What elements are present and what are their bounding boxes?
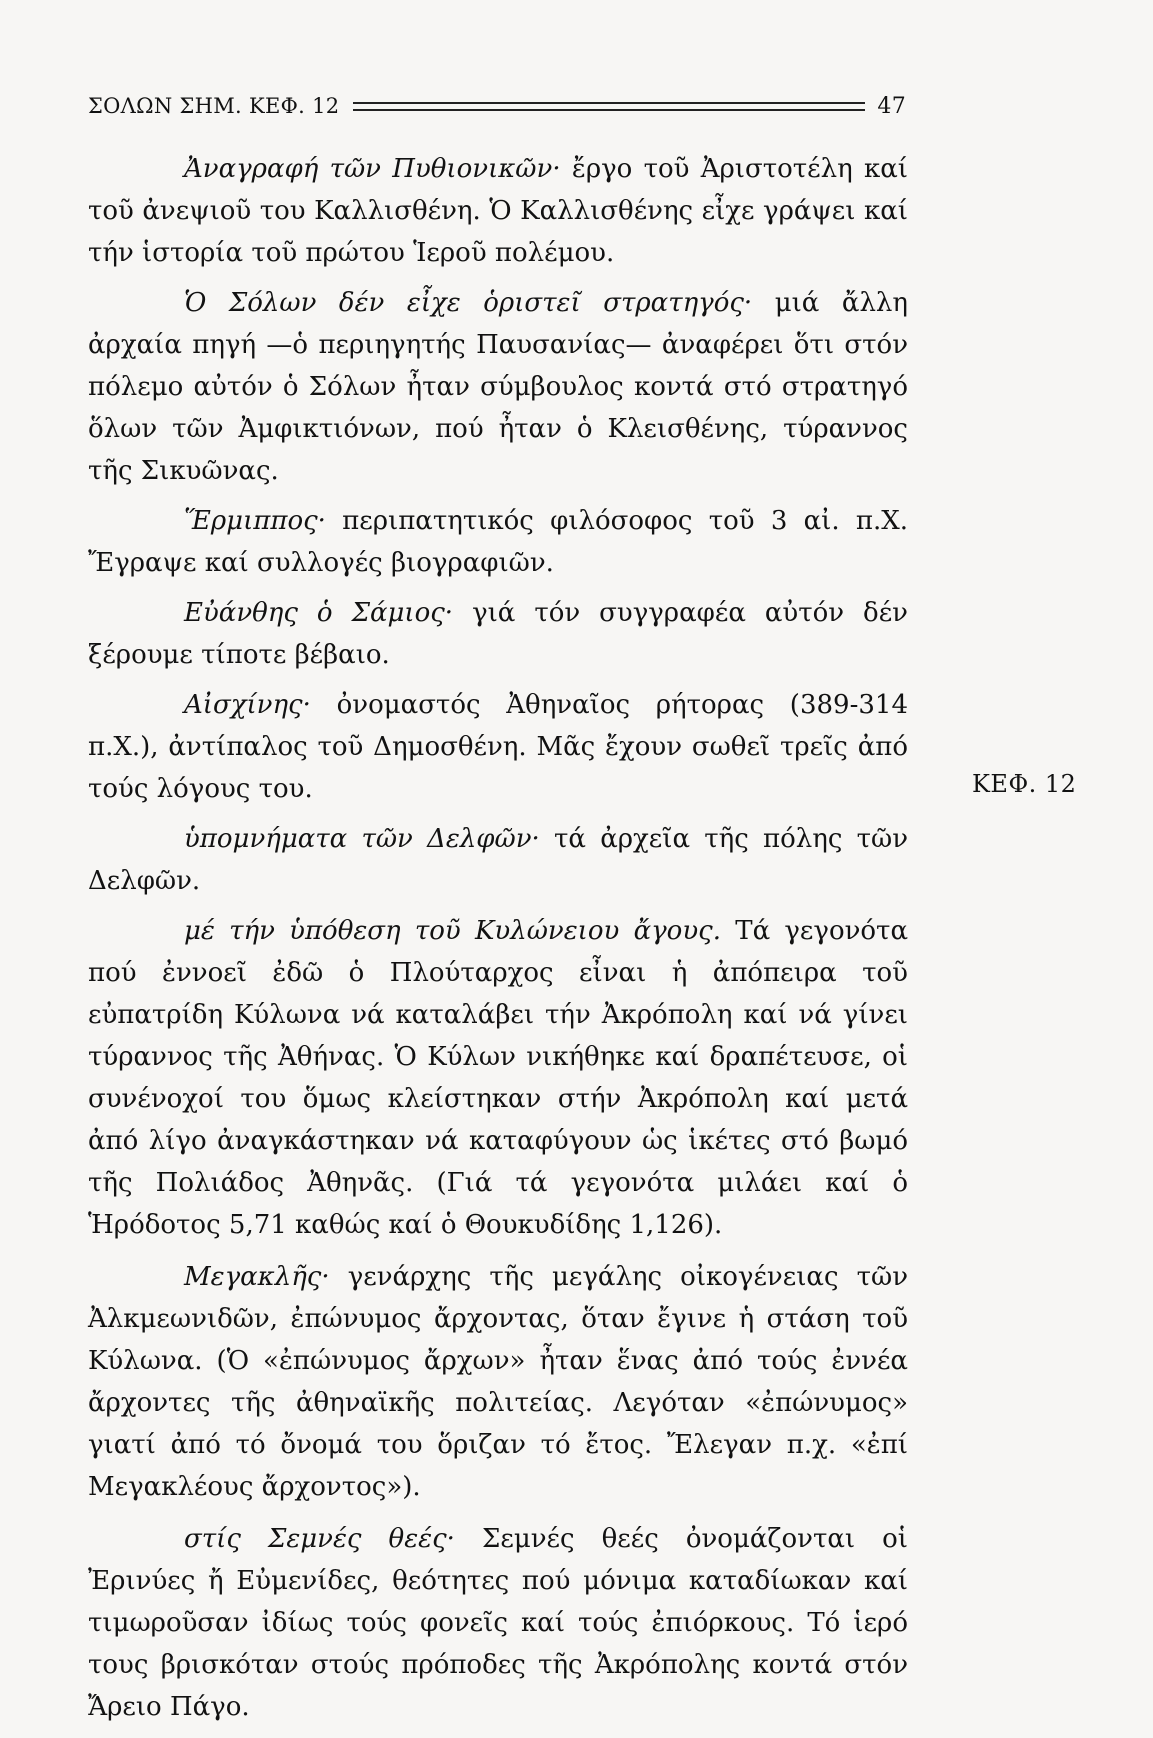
note-entry [88, 500, 908, 584]
note-text: Τά γεγονότα πού ἐννοεῖ ἐδῶ ὁ Πλούταρχος εἶναι ἡ ἀπόπειρα τοῦ εὐπατρίδη Κύλωνα νά καταλάβει τήν Ἀκρόπολη καί νά γίνει τύραννος τῆς Ἀθήνας. Ὁ Κύλων νικήθηκε καί δραπέτευσε, οἱ συνένοχοί του ὅμως κλείστηκαν στήν Ἀκρόπολη καί μετά ἀπό λίγο ἀναγκάστηκαν νά καταφύγουν ὡς ἱκέτες στό βωμό τῆς Πολιάδος Ἀθηνᾶς. (Γιά τά γεγονότα μιλάει καί ὁ Ἡρόδοτος 5,71 καθώς καί ὁ Θουκυδίδης 1,126). [88, 916, 908, 1240]
note-entry [88, 910, 908, 1246]
note-entry [88, 818, 908, 902]
note-lemma: Ἀναγραφή τῶν Πυθιονικῶν· [184, 154, 561, 184]
header-rule [353, 102, 865, 111]
note-text: γιά τόν συγγραφέα αὐτόν δέν ξέρουμε τίποτε βέβαιο. [88, 598, 908, 670]
note-entry [88, 592, 908, 676]
note-lemma: Μεγακλῆς· [184, 1262, 330, 1292]
note-text: τά ἀρχεῖα τῆς πόλης τῶν Δελφῶν. [88, 824, 909, 896]
note-lemma: στίς Σεμνές θεές· [184, 1524, 455, 1554]
note-entry [88, 282, 908, 492]
note-text: ὀνομαστός Ἀθηναῖος ρήτορας (389-314 π.Χ.), ἀντίπαλος τοῦ Δημοσθένη. Μᾶς ἔχουν σωθεῖ τρεῖς ἀπό τούς λόγους του. [88, 690, 908, 804]
note-entry [88, 684, 908, 810]
margin-chapter-note: ΚΕΦ. 12 [972, 770, 1077, 798]
note-lemma: Ὁ Σόλων δέν εἶχε ὁριστεῖ στρατηγός· [184, 288, 753, 318]
note-lemma: Ἕρμιππος· [184, 506, 326, 536]
note-entry [88, 1256, 908, 1508]
running-head-title: ΣΟΛΩΝ ΣΗΜ. ΚΕΦ. 12 [88, 94, 340, 118]
note-text: περιπατητικός φιλόσοφος τοῦ 3 αἰ. π.Χ. Ἔγραψε καί συλλογές βιογραφιῶν. [88, 506, 908, 578]
note-text: γενάρχης τῆς μεγάλης οἰκογένειας τῶν Ἀλκμεωνιδῶν, ἐπώνυμος ἄρχοντας, ὅταν ἔγινε ἡ στάση τοῦ Κύλωνα. (Ὁ «ἐπώνυμος ἄρχων» ἦταν ἕνας ἀπό τούς ἐννέα ἄρχοντες τῆς ἀθηναϊκῆς πολιτείας. Λεγόταν «ἐπώνυμος» γιατί ἀπό τό ὄνομά του ὅριζαν τό ἔτος. Ἔλεγαν π.χ. «ἐπί Μεγακλέους ἄρχοντος»). [88, 1262, 908, 1502]
note-entry [88, 1518, 908, 1728]
note-text: ἔργο τοῦ Ἀριστοτέλη καί τοῦ ἀνεψιοῦ του Καλλισθένη. Ὁ Καλλισθένης εἶχε γράψει καί τήν ἱστορία τοῦ πρώτου Ἱεροῦ πολέμου. [88, 154, 908, 268]
note-text: Σεμνές θεές ὀνομάζονται οἱ Ἐρινύες ἤ Εὐμενίδες, θεότητες πού μόνιμα καταδίωκαν καί τιμωροῦσαν ἰδίως τούς φονεῖς καί τούς ἐπιόρκους. Τό ἱερό τους βρισκόταν στούς πρόποδες τῆς Ἀκρόπολης κοντά στόν Ἄρειο Πάγο. [88, 1524, 908, 1722]
note-lemma: Εὐάνθης ὁ Σάμιος· [184, 598, 454, 628]
note-text: μιά ἄλλη ἀρχαία πηγή —ὁ περιηγητής Παυσανίας— ἀναφέρει ὅτι στόν πόλεμο αὐτόν ὁ Σόλων ἦταν σύμβουλος κοντά στό στρατηγό ὅλων τῶν Ἀμφικτιόνων, πού ἦταν ὁ Κλεισθένης, τύραννος τῆς Σικυῶνας. [88, 288, 908, 486]
note-entry [88, 148, 908, 274]
note-lemma: Αἰσχίνης· [184, 690, 311, 720]
note-lemma: μέ τήν ὑπόθεση τοῦ Κυλώνειου ἄγους. [184, 916, 721, 946]
page-number: 47 [877, 93, 906, 119]
note-lemma: ὑπομνήματα τῶν Δελφῶν· [184, 824, 540, 854]
bleed-through-text [980, 492, 988, 520]
running-head [88, 90, 906, 122]
